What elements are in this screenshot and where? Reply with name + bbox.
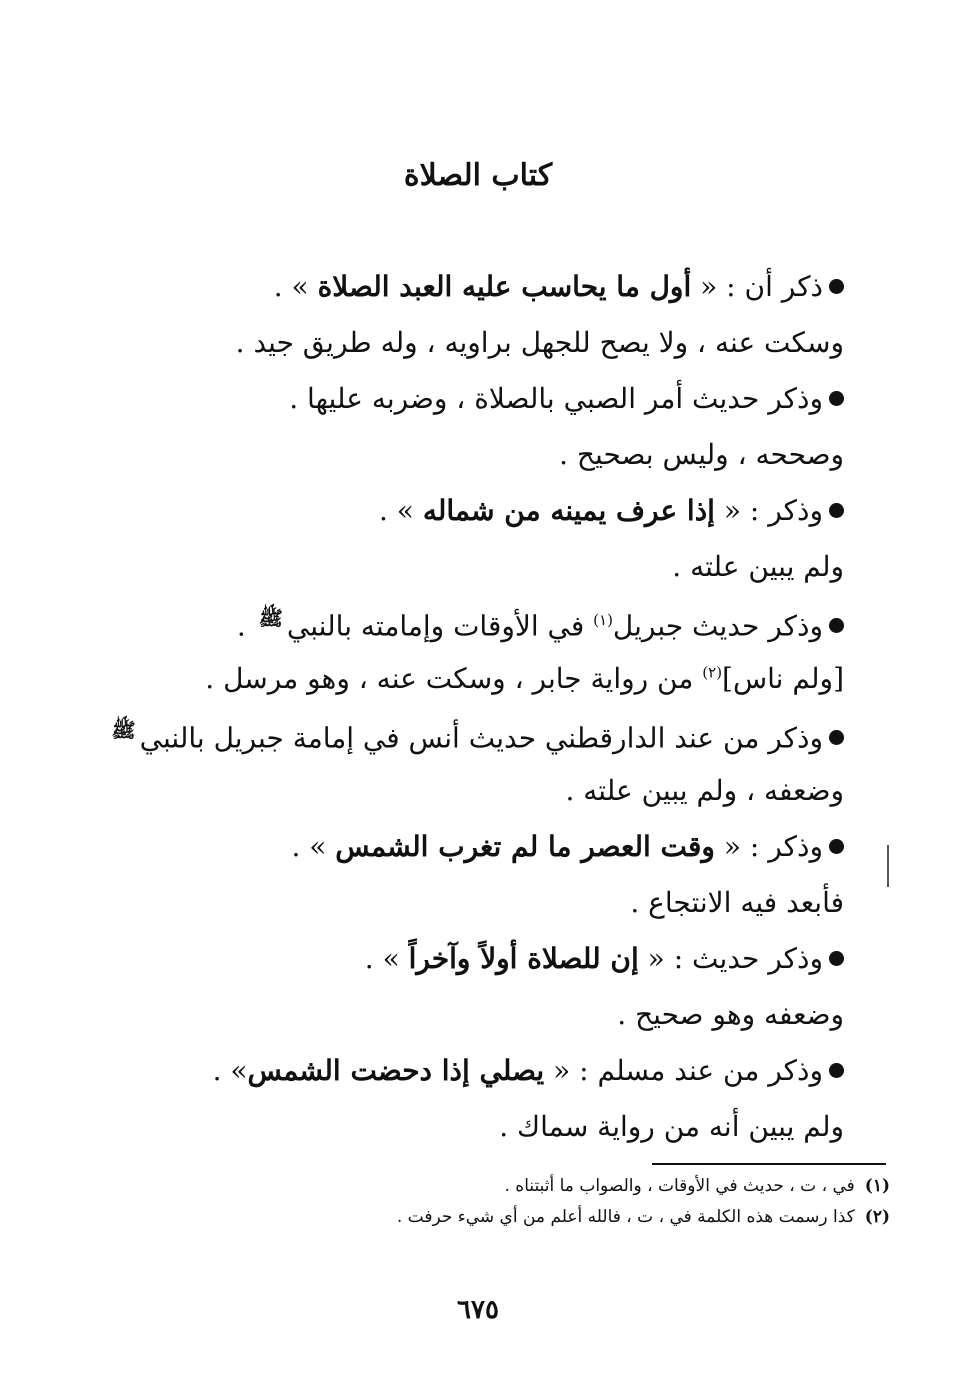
text-line-11 (291, 830, 844, 864)
margin-mark (887, 845, 889, 887)
line-text: من رواية جابر ، وسكت عنه ، وهو مرسل . (205, 662, 703, 695)
salutation-mark: ﷺ (258, 606, 283, 630)
footnote-number: (١) (864, 1176, 890, 1196)
salutation-mark: ﷺ (111, 718, 136, 742)
text-line-3 (289, 382, 844, 416)
bullet-icon (829, 1063, 844, 1078)
line-text: » . (291, 830, 336, 863)
line-text: وذكر : « (714, 494, 823, 527)
quoted-hadith: إذا عرف يمينه من شماله (422, 494, 715, 527)
line-text: وذكر حديث : « (638, 942, 823, 975)
bullet-icon (829, 730, 844, 745)
quoted-hadith: إن للصلاة أولاً وآخراً (408, 942, 639, 975)
page-number: ٦٧٥ (457, 1295, 499, 1325)
text-line-14: وضعفه وهو صحيح . (617, 998, 844, 1031)
quoted-hadith: يصلي إذا دحضت الشمس (247, 1054, 545, 1087)
bullet-icon (829, 839, 844, 854)
bullet-icon (829, 618, 844, 633)
text-line-12: فأبعد فيه الانتجاع . (630, 886, 844, 919)
bullet-icon (829, 503, 844, 518)
text-line-8 (205, 662, 844, 696)
footnote-text: في ، ت ، حديث في الأوقات ، والصواب ما أثبتناه . (504, 1176, 855, 1196)
line-text: وذكر : « (714, 830, 823, 863)
text-line-2: وسكت عنه ، ولا يصح للجهل براويه ، وله طريق جيد . (235, 326, 844, 359)
footnote-ref: (٢) (702, 663, 723, 682)
footnote-1 (504, 1176, 890, 1196)
line-text: » . (378, 494, 423, 527)
text-line-1 (274, 270, 844, 304)
footnote-text: كذا رسمت هذه الكلمة في ، ت ، فالله أعلم من أي شيء حرفت . (396, 1207, 855, 1227)
line-text: » . (273, 270, 318, 303)
line-text: وذكر حديث أمر الصبي بالصلاة ، وضربه عليها . (289, 382, 823, 415)
line-text: وذكر من عند مسلم : « (544, 1054, 823, 1087)
text-line-7 (237, 606, 844, 643)
text-line-15 (213, 1054, 844, 1088)
bullet-icon (829, 279, 844, 294)
text-line-9 (107, 718, 844, 755)
footnote-ref: (١) (593, 611, 613, 629)
footnote-divider (652, 1163, 886, 1165)
quoted-hadith: وقت العصر ما لم تغرب الشمس (335, 830, 715, 863)
quoted-hadith: أول ما يحاسب عليه العبد الصلاة (317, 270, 692, 303)
text-line-4: وصححه ، وليس بصحيح . (559, 438, 844, 471)
bullet-icon (829, 391, 844, 406)
footnote-number: (٢) (864, 1207, 890, 1227)
line-text: » . (212, 1054, 248, 1087)
text-line-10: وضعفه ، ولم يبين علته . (565, 774, 844, 807)
text-line-13 (365, 942, 844, 976)
line-text: [ولم ناس] (722, 662, 844, 695)
line-text: . (236, 609, 255, 643)
line-text: في الأوقات وإمامته بالنبي (286, 609, 594, 643)
text-line-6: ولم يبين علته . (672, 550, 844, 583)
line-text: وذكر حديث جبريل (612, 609, 823, 643)
footnote-2 (397, 1207, 890, 1227)
line-text: » . (364, 942, 409, 975)
bullet-icon (829, 951, 844, 966)
line-text: وذكر من عند الدارقطني حديث أنس في إمامة جبريل بالنبي (139, 721, 823, 755)
page-title: كتاب الصلاة (403, 158, 553, 193)
text-line-5 (379, 494, 844, 528)
line-text: ذكر أن : « (691, 270, 823, 303)
text-line-16: ولم يبين أنه من رواية سماك . (499, 1110, 844, 1143)
